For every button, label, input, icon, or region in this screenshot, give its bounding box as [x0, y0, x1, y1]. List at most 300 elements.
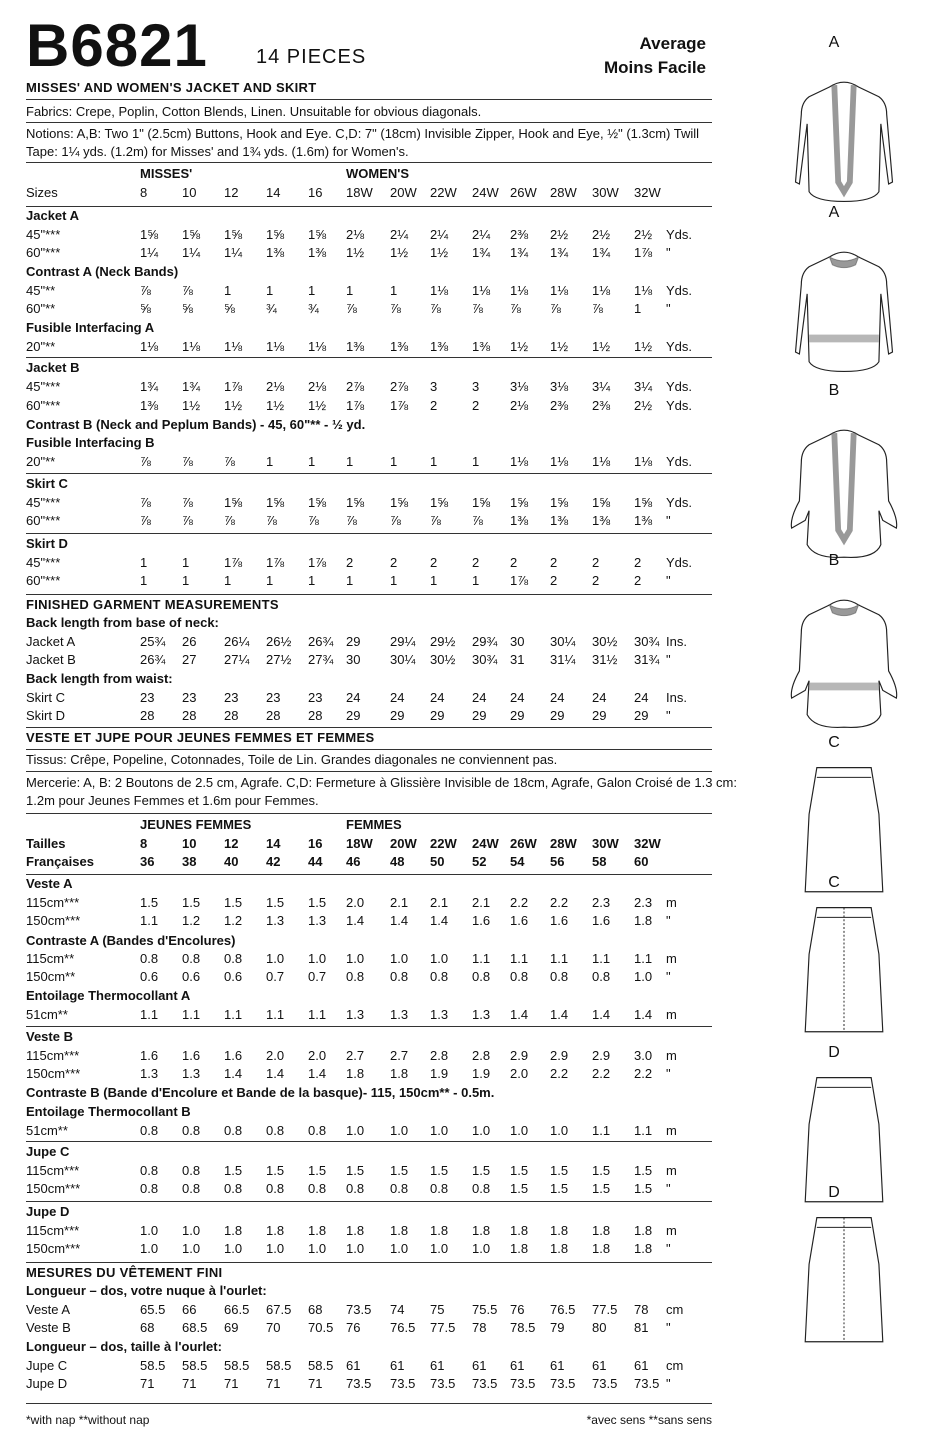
cell-value: 1.1 — [634, 951, 653, 966]
finished-row — [26, 708, 712, 726]
cell-value: 1⅛ — [266, 339, 285, 354]
cell-value: 30¼ — [550, 634, 576, 649]
garment-label-row — [26, 264, 712, 282]
cell-value: 1.0 — [140, 1241, 159, 1256]
cell-value: 1.8 — [308, 1223, 327, 1238]
yardage-row — [26, 245, 712, 263]
cell-value: 1.0 — [308, 951, 327, 966]
cell-value: 1.3 — [430, 1007, 449, 1022]
cell-value: 31¼ — [550, 652, 576, 667]
cell-value: ⅞ — [472, 513, 483, 528]
cell-value: 24 — [472, 690, 487, 705]
unit-label: " — [666, 573, 671, 588]
cell-value: 1.4 — [346, 913, 365, 928]
cell-value: 1 — [308, 283, 316, 298]
cell-value: ⅞ — [182, 283, 193, 298]
cell-value: 1 — [390, 573, 398, 588]
cell-value: 0.8 — [266, 1181, 285, 1196]
row-label: Fusible Interfacing B — [26, 435, 155, 450]
section-rule — [26, 594, 712, 595]
size-cell: 24W — [472, 185, 499, 200]
cell-value: 1.1 — [472, 951, 491, 966]
cell-value: 1.1 — [140, 913, 159, 928]
cell-value: 1⅝ — [224, 495, 243, 510]
cell-value: 2.1 — [430, 895, 449, 910]
cell-value: 2.2 — [592, 1066, 611, 1081]
row-label: Jacket B — [26, 652, 76, 667]
cell-value: 1 — [308, 573, 316, 588]
size-cell: 24W — [472, 836, 499, 851]
metrage-row — [26, 1007, 712, 1025]
mercerie-line-2: 1.2m pour Jeunes Femmes et 1.6m pour Femmes. — [26, 793, 319, 808]
section-rule — [26, 749, 712, 750]
cell-value: 24 — [634, 690, 649, 705]
cell-value: 1.8 — [634, 1241, 653, 1256]
cell-value: 1.4 — [550, 1007, 569, 1022]
section-rule — [26, 813, 712, 814]
cell-value: 66 — [182, 1302, 197, 1317]
cell-value: ⅞ — [266, 513, 277, 528]
cell-value: 1.9 — [430, 1066, 449, 1081]
cell-value: 1.8 — [472, 1223, 491, 1238]
cell-value: 29¾ — [472, 634, 498, 649]
row-label: 60"*** — [26, 573, 61, 588]
row-label: Skirt C — [26, 690, 65, 705]
metrage-row — [26, 1048, 712, 1066]
cell-value: 1.8 — [346, 1066, 365, 1081]
metrage-row — [26, 1163, 712, 1181]
cell-value: 1½ — [634, 339, 653, 354]
size-cell: 46 — [346, 854, 361, 869]
cell-value: 3¼ — [592, 379, 611, 394]
size-cell: 10 — [182, 836, 197, 851]
section-rule — [26, 1403, 712, 1404]
cell-value: 0.8 — [308, 1181, 327, 1196]
cell-value: 29¼ — [390, 634, 416, 649]
section-rule — [26, 357, 712, 358]
cell-value: 23 — [224, 690, 239, 705]
size-cell: 12 — [224, 185, 239, 200]
row-label: 60"*** — [26, 398, 61, 413]
cell-value: 1.4 — [510, 1007, 529, 1022]
unit-label: " — [666, 969, 671, 984]
cell-value: 1 — [182, 573, 190, 588]
cell-value: 1⅞ — [266, 555, 285, 570]
cell-value: 24 — [430, 690, 445, 705]
cell-value: 61 — [634, 1358, 649, 1373]
unit-label: Yds. — [666, 495, 693, 510]
cell-value: 1.5 — [182, 895, 201, 910]
cell-value: 1¾ — [472, 245, 491, 260]
cell-value: 2.0 — [510, 1066, 529, 1081]
metrage-row — [26, 1123, 712, 1141]
cell-value: 76.5 — [390, 1320, 416, 1335]
jacket-sketch-icon — [784, 404, 904, 564]
cell-value: 1 — [266, 573, 274, 588]
unit-label: " — [666, 1066, 671, 1081]
cell-value: 1 — [308, 454, 316, 469]
cell-value: 1⅛ — [140, 339, 159, 354]
section-rule — [26, 162, 712, 163]
cell-value: 68 — [140, 1320, 155, 1335]
cell-value: 1⅛ — [550, 283, 569, 298]
row-label: 45"*** — [26, 227, 61, 242]
cell-value: 1 — [346, 283, 354, 298]
cell-value: 1 — [140, 573, 148, 588]
cell-value: 0.8 — [224, 1181, 243, 1196]
cell-value: 1.0 — [308, 1241, 327, 1256]
cell-value: 1⅜ — [346, 339, 365, 354]
garment-label-row — [26, 320, 712, 338]
cell-value: 1⅜ — [472, 339, 491, 354]
unit-label: m — [666, 895, 677, 910]
cell-value: 2.3 — [634, 895, 653, 910]
cell-value: 0.7 — [266, 969, 285, 984]
cell-value: 1½ — [182, 398, 201, 413]
cell-value: 78.5 — [510, 1320, 536, 1335]
size-cell: 26W — [510, 185, 537, 200]
cell-value: 1.0 — [140, 1223, 159, 1238]
view-letter: A — [828, 34, 840, 51]
cell-value: 1.4 — [430, 913, 449, 928]
mercerie-line-1: Mercerie: A, B: 2 Boutons de 2.5 cm, Agrafe. C,D: Fermeture à Glissière Invisible de 18cm, Agrafe, Galon Croisé de 1.3 cm: — [26, 775, 737, 790]
row-label: Veste A — [26, 876, 73, 891]
cell-value: 1⅞ — [224, 555, 243, 570]
cell-value: 28 — [266, 708, 281, 723]
cell-value: 2 — [430, 555, 438, 570]
cell-value: 1.8 — [550, 1241, 569, 1256]
cell-value: 1⅜ — [266, 245, 285, 260]
cell-value: 29 — [592, 708, 607, 723]
cell-value: 2.8 — [430, 1048, 449, 1063]
cell-value: 29 — [472, 708, 487, 723]
cell-value: 3 — [430, 379, 438, 394]
section-rule — [26, 771, 712, 772]
size-cell: 58 — [592, 854, 607, 869]
cell-value: 0.6 — [182, 969, 201, 984]
size-cell: 38 — [182, 854, 197, 869]
cell-value: 1.3 — [182, 1066, 201, 1081]
cell-value: 2½ — [634, 227, 653, 242]
cell-value: 2½ — [634, 398, 653, 413]
cell-value: 2.3 — [592, 895, 611, 910]
cell-value: 1.6 — [550, 913, 569, 928]
cell-value: 1.8 — [510, 1223, 529, 1238]
cell-value: 1.1 — [182, 1007, 201, 1022]
cell-value: 1¾ — [140, 379, 159, 394]
section-rule — [26, 1262, 712, 1263]
cell-value: 3¼ — [634, 379, 653, 394]
cell-value: 30½ — [592, 634, 618, 649]
yardage-row — [26, 555, 712, 573]
size-cell: 8 — [140, 836, 148, 851]
finished-row — [26, 634, 712, 652]
cell-value: 0.8 — [182, 1123, 201, 1138]
cell-value: 1½ — [592, 339, 611, 354]
cell-value: 0.8 — [224, 1123, 243, 1138]
cell-value: 2 — [472, 398, 480, 413]
cell-value: 80 — [592, 1320, 607, 1335]
unit-label: m — [666, 1048, 677, 1063]
cell-value: 1⅛ — [510, 283, 529, 298]
cell-value: 31½ — [592, 652, 618, 667]
cell-value: 31¾ — [634, 652, 660, 667]
row-label: Skirt D — [26, 708, 65, 723]
cell-value: 1.0 — [472, 1241, 491, 1256]
row-label: 115cm*** — [26, 895, 80, 910]
row-label: 51cm** — [26, 1123, 68, 1138]
cell-value: 1¼ — [182, 245, 201, 260]
cell-value: ⅞ — [224, 513, 235, 528]
cell-value: 1 — [182, 555, 190, 570]
group-femmes: FEMMES — [346, 817, 402, 832]
cell-value: 27½ — [266, 652, 292, 667]
unit-label: " — [666, 913, 671, 928]
cell-value: 0.8 — [390, 1181, 409, 1196]
row-label: Françaises — [26, 854, 94, 869]
cell-value: 1⅛ — [592, 283, 611, 298]
sizes-row — [26, 185, 712, 203]
cell-value: 1.0 — [390, 1241, 409, 1256]
cell-value: 1⅝ — [510, 495, 529, 510]
cell-value: 1.0 — [390, 951, 409, 966]
cell-value: 73.5 — [346, 1376, 372, 1391]
cell-value: 1.5 — [308, 1163, 327, 1178]
row-label: 45"** — [26, 283, 56, 298]
size-cell: 42 — [266, 854, 281, 869]
cell-value: 2 — [346, 555, 354, 570]
cell-value: 2¼ — [390, 227, 409, 242]
cell-value: 1 — [140, 555, 148, 570]
cell-value: ⅞ — [346, 513, 357, 528]
pattern-number: B6821 — [26, 12, 208, 79]
cell-value: 1 — [472, 454, 480, 469]
cell-value: 23 — [308, 690, 323, 705]
unit-label: m — [666, 1123, 677, 1138]
cell-value: ⅞ — [140, 283, 151, 298]
row-label: Contraste B (Bande d'Encolure et Bande de la basque)- 115, 150cm** - 0.5m. — [26, 1085, 495, 1100]
row-label: 150cm*** — [26, 1066, 81, 1081]
cell-value: 1.8 — [390, 1223, 409, 1238]
finished-row — [26, 690, 712, 708]
cell-value: 30½ — [430, 652, 456, 667]
cell-value: 58.5 — [182, 1358, 208, 1373]
cell-value: 27¼ — [224, 652, 250, 667]
cell-value: 2.9 — [592, 1048, 611, 1063]
cell-value: 2.1 — [472, 895, 491, 910]
cell-value: 2 — [634, 555, 642, 570]
unit-label: " — [666, 245, 671, 260]
cell-value: 29 — [346, 708, 361, 723]
cell-value: 73.5 — [634, 1376, 660, 1391]
cell-value: 1.5 — [634, 1163, 653, 1178]
cell-value: 0.8 — [430, 969, 449, 984]
cell-value: ⅞ — [472, 301, 483, 316]
cell-value: 1½ — [308, 398, 327, 413]
garment-label-row — [26, 1104, 712, 1122]
cell-value: 1.1 — [592, 1123, 611, 1138]
row-label: Jupe D — [26, 1376, 68, 1391]
row-label: 115cm*** — [26, 1223, 80, 1238]
garment-label-row — [26, 435, 712, 453]
cell-value: 67.5 — [266, 1302, 292, 1317]
cell-value: 1⅜ — [390, 339, 409, 354]
cell-value: 1.5 — [390, 1163, 409, 1178]
cell-value: ⅝ — [140, 301, 151, 316]
cell-value: ⅞ — [430, 513, 441, 528]
cell-value: 27 — [182, 652, 197, 667]
cell-value: 0.8 — [308, 1123, 327, 1138]
cell-value: 2⅜ — [592, 398, 611, 413]
cell-value: 28 — [308, 708, 323, 723]
cell-value: 25¾ — [140, 634, 166, 649]
cell-value: 1.6 — [510, 913, 529, 928]
cell-value: 1⅝ — [224, 227, 243, 242]
cell-value: 61 — [430, 1358, 445, 1373]
cell-value: 1.6 — [592, 913, 611, 928]
cell-value: 24 — [510, 690, 525, 705]
garment-label-row — [26, 1204, 712, 1222]
jacket-sketch-icon — [784, 56, 904, 216]
cell-value: 1⅞ — [224, 379, 243, 394]
cell-value: 1.4 — [266, 1066, 285, 1081]
cell-value: 1⅛ — [550, 454, 569, 469]
cell-value: 1.0 — [266, 1241, 285, 1256]
unit-label: cm — [666, 1358, 684, 1373]
size-cell: 54 — [510, 854, 525, 869]
cell-value: 1.0 — [224, 1241, 243, 1256]
cell-value: 1⅜ — [430, 339, 449, 354]
finished-row — [26, 1376, 712, 1394]
cell-value: 1½ — [224, 398, 243, 413]
cell-value: 1.0 — [182, 1241, 201, 1256]
yardage-row — [26, 339, 712, 357]
view-letter: D — [828, 1044, 840, 1061]
cell-value: 1 — [266, 283, 274, 298]
cell-value: 1⅛ — [430, 283, 449, 298]
cell-value: 76.5 — [550, 1302, 576, 1317]
cell-value: 1.1 — [266, 1007, 285, 1022]
cell-value: 23 — [266, 690, 281, 705]
cell-value: 2.9 — [550, 1048, 569, 1063]
cell-value: 1.5 — [346, 1163, 365, 1178]
row-label: Veste A — [26, 1302, 71, 1317]
view-letter: B — [828, 382, 840, 399]
group-misses: MISSES' — [140, 166, 193, 181]
cell-value: 26¾ — [140, 652, 166, 667]
cell-value: 1.5 — [430, 1163, 449, 1178]
cell-value: 0.8 — [140, 951, 159, 966]
cell-value: 78 — [634, 1302, 649, 1317]
row-label: 60"** — [26, 301, 56, 316]
cell-value: 31 — [510, 652, 525, 667]
cell-value: 1 — [634, 301, 642, 316]
cell-value: 2⅞ — [346, 379, 365, 394]
cell-value: 1 — [390, 283, 398, 298]
difficulty-fr: Moins Facile — [603, 58, 706, 77]
row-label: Jupe D — [26, 1204, 70, 1219]
section-rule — [26, 1026, 712, 1027]
garment-label-row — [26, 536, 712, 554]
cell-value: 1⅝ — [472, 495, 491, 510]
size-cell: 20W — [390, 185, 417, 200]
unit-label: " — [666, 1376, 671, 1391]
cell-value: 1⅝ — [140, 227, 159, 242]
cell-value: 23 — [140, 690, 155, 705]
cell-value: 0.6 — [140, 969, 159, 984]
cell-value: 1.0 — [634, 969, 653, 984]
row-label: Jacket A — [26, 208, 79, 223]
metrage-row — [26, 969, 712, 987]
cell-value: ¾ — [266, 301, 277, 316]
row-label: Contrast A (Neck Bands) — [26, 264, 179, 279]
cell-value: 24 — [550, 690, 565, 705]
cell-value: 1.4 — [592, 1007, 611, 1022]
cell-value: 0.6 — [224, 969, 243, 984]
group-jeunes-femmes: JEUNES FEMMES — [140, 817, 252, 832]
size-cell: 60 — [634, 854, 649, 869]
cell-value: 75.5 — [472, 1302, 498, 1317]
cell-value: 1.8 — [634, 1223, 653, 1238]
cell-value: 1.5 — [224, 895, 243, 910]
cell-value: 1.5 — [224, 1163, 243, 1178]
jacket-sketch-icon — [784, 226, 904, 386]
cell-value: 1⅜ — [140, 398, 159, 413]
metrage-row — [26, 1241, 712, 1259]
row-label: Jacket A — [26, 634, 76, 649]
cell-value: 29½ — [430, 634, 456, 649]
cell-value: 1.5 — [634, 1181, 653, 1196]
cell-value: 2 — [472, 555, 480, 570]
cell-value: 76 — [510, 1302, 525, 1317]
cell-value: 1⅛ — [182, 339, 201, 354]
yardage-row — [26, 379, 712, 397]
cell-value: 68 — [308, 1302, 323, 1317]
cell-value: ⅞ — [510, 301, 521, 316]
cell-value: 1⅞ — [346, 398, 365, 413]
cell-value: 3⅛ — [510, 379, 529, 394]
cell-value: 1⅞ — [510, 573, 529, 588]
cell-value: 26¼ — [224, 634, 250, 649]
cell-value: 1.1 — [308, 1007, 327, 1022]
cell-value: 3 — [472, 379, 480, 394]
jacket-sketch-icon — [784, 574, 904, 734]
cell-value: 1⅞ — [390, 398, 409, 413]
size-cell: 30W — [592, 836, 619, 851]
cell-value: 2.0 — [308, 1048, 327, 1063]
size-cell: 18W — [346, 185, 373, 200]
cell-value: 28 — [140, 708, 155, 723]
cell-value: 71 — [266, 1376, 281, 1391]
metrage-row — [26, 1223, 712, 1241]
cell-value: 1.0 — [550, 1123, 569, 1138]
cell-value: 58.5 — [140, 1358, 166, 1373]
size-cell: 36 — [140, 854, 155, 869]
group-womens: WOMEN'S — [346, 166, 410, 181]
cell-value: ⅞ — [224, 454, 235, 469]
cell-value: 1⅝ — [308, 227, 327, 242]
cell-value: 2⅛ — [266, 379, 285, 394]
cell-value: 1.3 — [140, 1066, 159, 1081]
cell-value: 1.2 — [224, 913, 243, 928]
yardage-row — [26, 513, 712, 531]
back-length-neck-label: Back length from base of neck: — [26, 615, 219, 630]
cell-value: 2.8 — [472, 1048, 491, 1063]
cell-value: 70 — [266, 1320, 281, 1335]
cell-value: 30¾ — [634, 634, 660, 649]
cell-value: 1.3 — [346, 1007, 365, 1022]
cell-value: 30¾ — [472, 652, 498, 667]
